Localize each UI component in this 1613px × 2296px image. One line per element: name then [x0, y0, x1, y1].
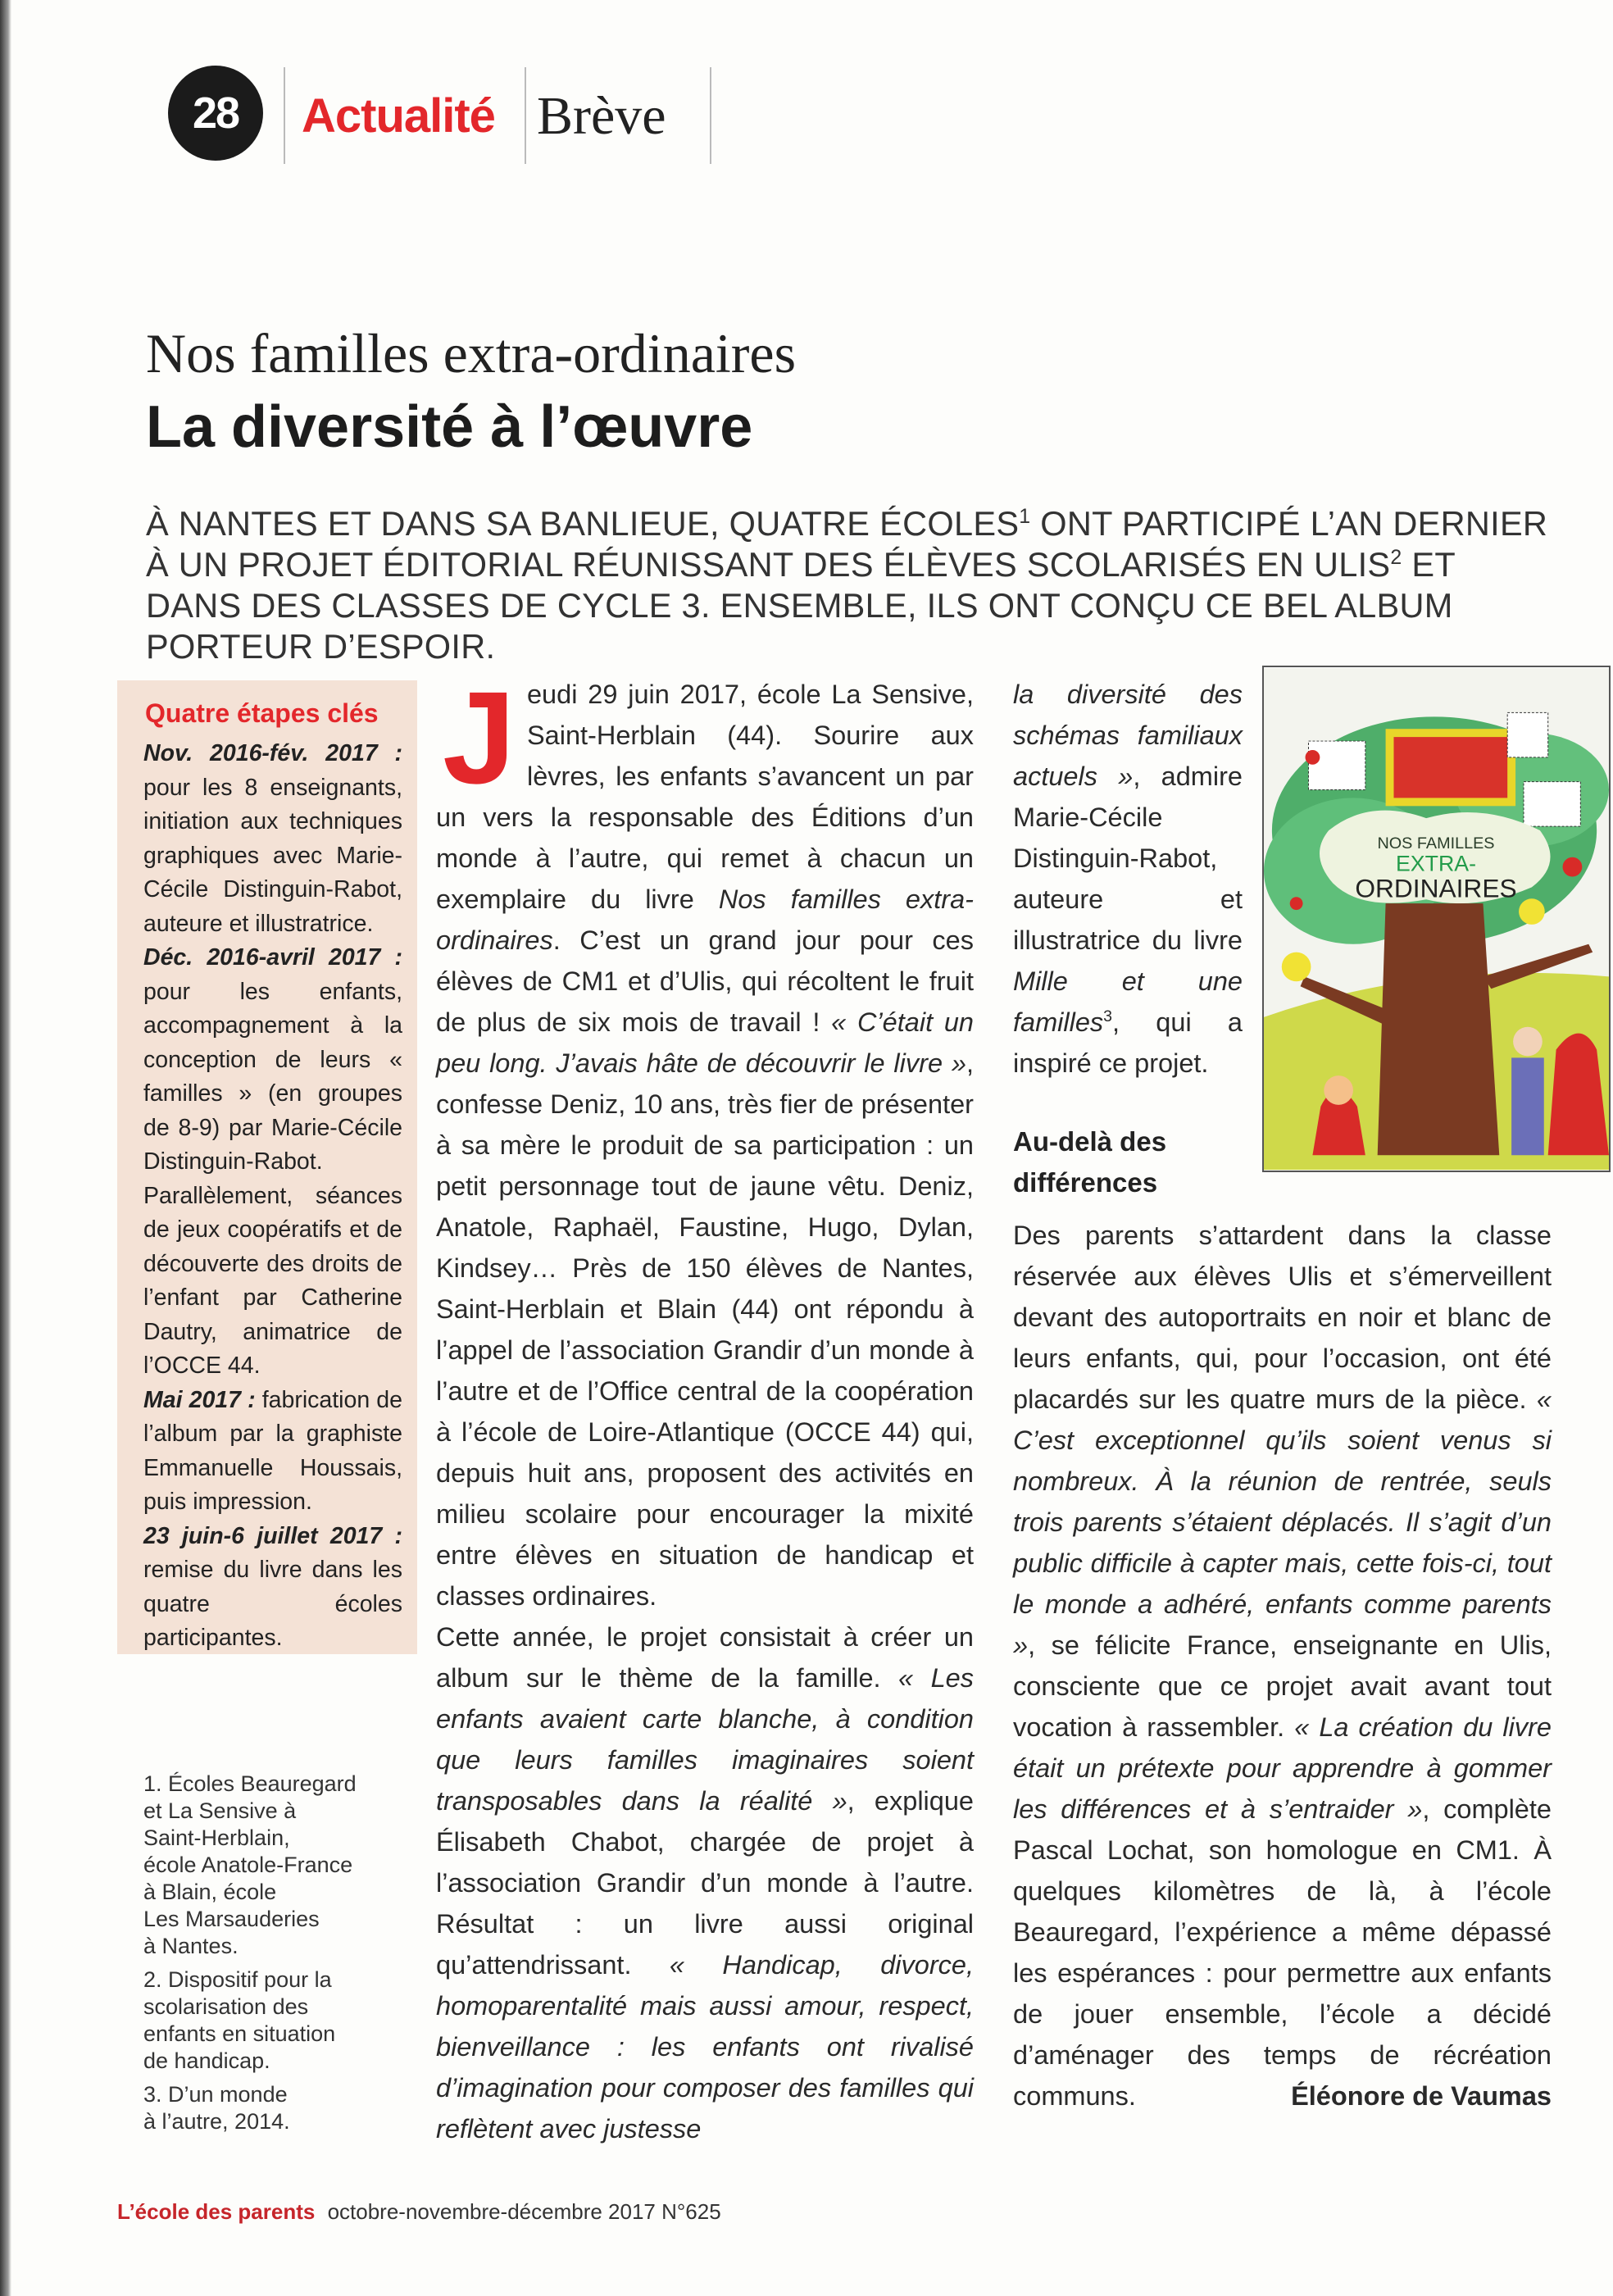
footnote-line: Saint-Herblain, — [143, 1825, 290, 1850]
issue-info: octobre-novembre-décembre 2017 N°625 — [327, 2199, 721, 2224]
text-run: « C’était un peu long. J’avais hâte de découvrir le livre » — [436, 1007, 975, 1078]
text-run: eudi 29 juin 2017, école La Sensive, Saint-Herblain (44). Sourire aux lèvres, les enfants s’avancent un par un vers la responsable des Éditions d’un monde à l’autre, qui remet à chacun un exemplaire du livre — [436, 680, 974, 914]
article-column-1 — [436, 664, 975, 2149]
article-title: Nos familles extra-ordinaires — [146, 322, 797, 384]
text-run: , qui a inspiré ce projet. — [1013, 1007, 1243, 1078]
step-date: Mai 2017 : — [143, 1386, 256, 1413]
key-steps-box — [117, 680, 417, 1654]
book-title-line: NOS FAMILLES — [1377, 834, 1495, 852]
subsection-label: Brève — [537, 86, 666, 146]
divider — [710, 67, 711, 164]
text-run: . C’est un grand jour pour ces élèves de CM1 et d’Ulis, qui récoltent le fruit de plus de six mois de travail ! — [436, 925, 974, 1037]
key-steps-title: Quatre étapes clés — [145, 698, 379, 728]
footnote-line: et La Sensive à — [143, 1798, 297, 1823]
step-text: fabrication de l’album par la graphiste Emmanuelle Houssais, puis impression. — [143, 1386, 402, 1515]
footnote-line: scolarisation des — [143, 1994, 309, 2019]
text-run: ET DANS DES CLASSES DE CYCLE 3. ENSEMBLE, ILS ONT CONÇU CE BEL ALBUM PORTEUR D’ESPOIR. — [146, 545, 1456, 666]
text-run: « Les enfants avaient carte blanche, à condition que leurs familles imaginaires soient transposables dans la réalité » — [436, 1663, 974, 1816]
text-run: , explique Élisabeth Chabot, chargée de projet à l’association Grandir d’un monde à l’autre. Résultat : un livre aussi original qu’attendrissant. — [436, 1786, 974, 1980]
step-date: 23 juin-6 juillet 2017 : — [143, 1522, 402, 1549]
step-date: Nov. 2016-fév. 2017 : — [143, 740, 402, 766]
text-run: « C’est exceptionnel qu’ils soient venus si nombreux. À la réunion de rentrée, seuls trois parents s’étaient déplacés. Il s’agit d’un public difficile à capter mais, cette fois-ci, tout le monde a adhéré, enfants comme parents » — [1013, 1384, 1552, 1660]
book-cover-image — [1262, 666, 1611, 1172]
footnote-line: de handicap. — [143, 2048, 270, 2073]
footnote — [143, 1771, 406, 1960]
text-run: la diversité des schémas familiaux actuels » — [1013, 680, 1243, 791]
magazine-name: L’école des parents — [117, 2199, 316, 2224]
text-run: Mille et une familles — [1013, 966, 1243, 1037]
footnote-ref: 3 — [1103, 1007, 1113, 1026]
article-intro — [146, 503, 1556, 667]
text-run: Cette année, le projet consistait à créer un album sur le thème de la famille. — [436, 1622, 974, 1693]
footnote — [143, 1966, 406, 2075]
paragraph — [1013, 1215, 1552, 2116]
book-title-line: ORDINAIRES — [1355, 873, 1517, 903]
paragraph — [436, 664, 975, 1616]
footnote-ref: 2 — [1390, 546, 1402, 570]
divider — [525, 67, 526, 164]
paragraph — [436, 1616, 974, 2149]
footnote-ref: 1 — [1019, 505, 1031, 529]
footnote-line: Les Marsauderies — [143, 1907, 320, 1931]
footnotes — [143, 1771, 406, 2142]
step-date: Déc. 2016-avril 2017 : — [143, 944, 402, 971]
book-cover-illustration — [1264, 667, 1609, 1171]
footnote — [143, 2081, 406, 2135]
author-signature: Éléonore de Vaumas — [1291, 2081, 1552, 2111]
footnote-line: école Anatole-France — [143, 1853, 353, 1877]
step-text: pour les enfants, accompagnement à la conception de leurs « familles » (en groupes de 8-9) par Marie-Cécile Distinguin-Rabot. Parallèlement, séances de jeux coopératifs et de découverte des droits de l’enfant par Catherine Dautry, animatrice de l’OCCE 44. — [143, 978, 402, 1379]
text-run: , admire Marie-Cécile Distinguin-Rabot, auteure et illustratrice du livre — [1013, 762, 1243, 955]
step-text: pour les 8 enseignants, initiation aux techniques graphiques avec Marie-Cécile Distinguin-Rabot, auteure et illustratrice. — [143, 774, 402, 937]
text-run: Nos familles extra-ordinaires — [436, 884, 974, 955]
book-title-line: EXTRA- — [1395, 851, 1477, 876]
text-run: ONT PARTICIPÉ L’AN DERNIER À UN PROJET ÉDITORIAL RÉUNISSANT DES ÉLÈVES SCOLARISÉS EN ULIS — [146, 504, 1548, 584]
text-run: , confesse Deniz, 10 ans, très fier de présenter à sa mère le produit de sa participation : un petit personnage tout de jaune vêtu. Deniz, Anatole, Raphaël, Faustine, Hugo, Dylan, Kindsey… Près de 150 élèves de Nantes, Saint-Herblain et Blain (44) ont répondu à l’appel de l’association Grandir d’un monde à l’autre et de l’Office central de la coopération à l’école de Loire-Atlantique (OCCE 44) qui, depuis huit ans, proposent des activités en milieu scolaire pour encourager la mixité entre élèves en situation de handicap et classes ordinaires. — [436, 1048, 974, 1611]
footnote-line: à l’autre, 2014. — [143, 2109, 290, 2134]
footnote-line: à Nantes. — [143, 1934, 239, 1958]
key-steps-list — [143, 737, 402, 1656]
footnote-line: 1. Écoles Beauregard — [143, 1771, 357, 1796]
text-run: À NANTES ET DANS SA BANLIEUE, QUATRE ÉCOLES — [146, 504, 1020, 543]
page-number: 28 — [168, 66, 263, 161]
footnote-line: 2. Dispositif pour la — [143, 1967, 332, 1992]
page-footer — [117, 2199, 721, 2225]
text-run: , se félicite France, enseignante en Ulis, consciente que ce projet avait avant tout vocation à rassembler. — [1013, 1630, 1552, 1742]
step-text: remise du livre dans les quatre écoles participantes. — [143, 1557, 402, 1651]
text-run: Des parents s’attardent dans la classe réservée aux élèves Ulis et s’émerveillent devant des autoportraits en noir et blanc de leurs enfants, qui, pour l’occasion, ont été placardés sur les quatre murs de la pièce. — [1013, 1221, 1552, 1414]
footnote-line: à Blain, école — [143, 1880, 277, 1904]
article-column-2 — [1013, 674, 1552, 2116]
footnote-line: enfants en situation — [143, 2021, 336, 2046]
article-subtitle: La diversité à l’œuvre — [146, 394, 753, 460]
section-label: Actualité — [302, 89, 495, 143]
text-run: « La création du livre était un prétexte pour apprendre à gommer les différences et à s’entraider » — [1013, 1712, 1552, 1824]
drop-cap: J — [443, 664, 516, 811]
text-run: « Handicap, divorce, homoparentalité mais aussi amour, respect, bienveillance : les enfants ont rivalisé d’imagination pour composer des familles qui reflètent avec justesse — [436, 1950, 975, 2144]
text-run: , complète Pascal Lochat, son homologue en CM1. À quelques kilomètres de là, à l’école Beauregard, l’expérience a même dépassé les espérances : pour permettre aux enfants de jouer ensemble, l’école a décidé d’aménager des temps de récréation communs. — [1013, 1794, 1552, 2111]
divider — [284, 67, 285, 164]
footnote-line: 3. D’un monde — [143, 2082, 288, 2107]
scan-edge — [0, 0, 11, 2296]
section-heading: Au-delà des différences — [1013, 1126, 1167, 1198]
